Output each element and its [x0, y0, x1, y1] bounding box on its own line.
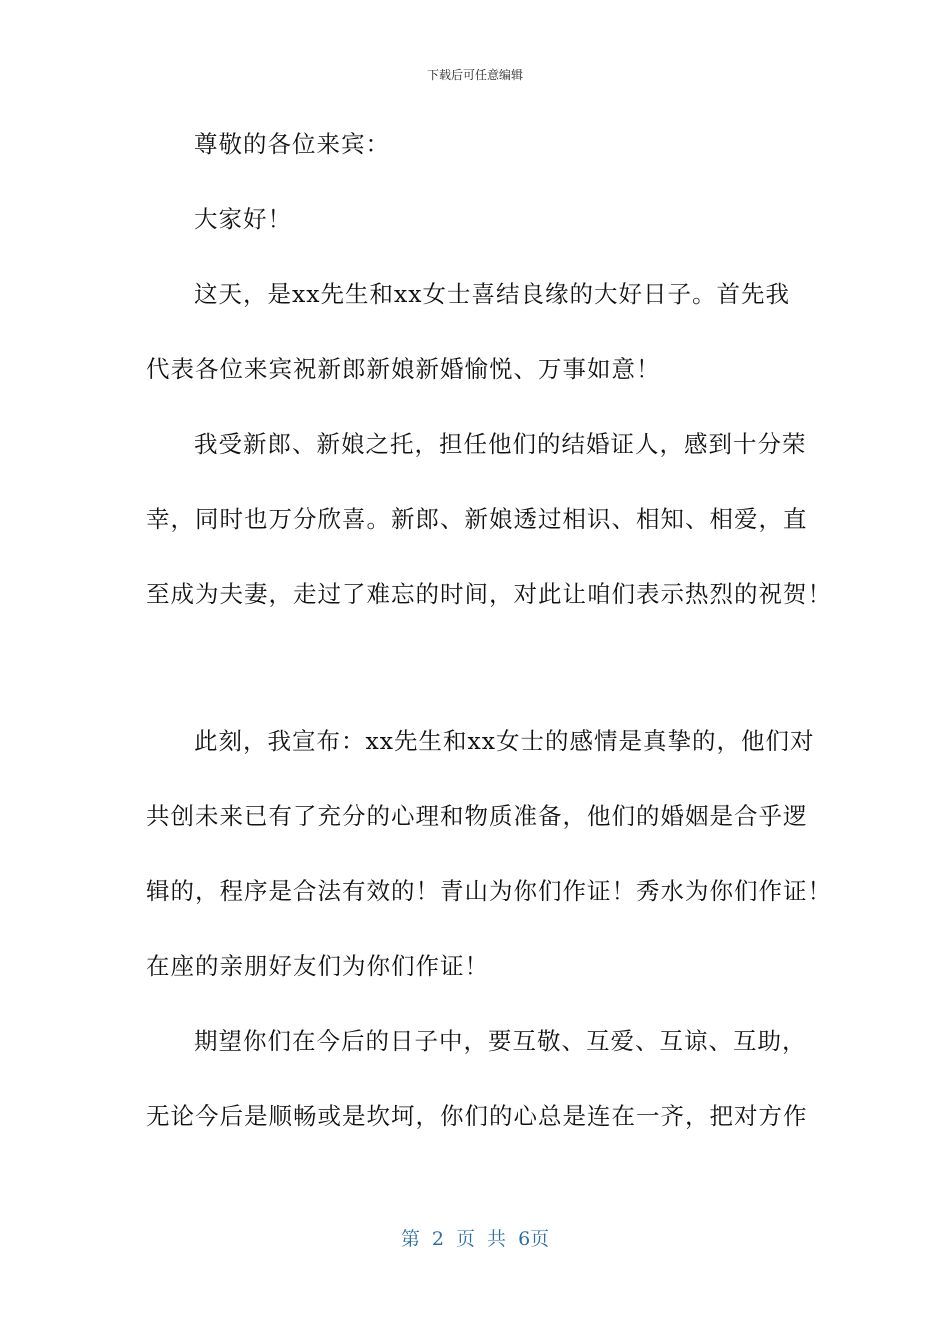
greeting-line: 大家好！ — [194, 205, 292, 233]
paragraph-line: 期望你们在今后的日子中，要互敬、互爱、互谅、互助， — [194, 1027, 807, 1055]
document-body — [146, 118, 832, 1165]
paragraph-line: 这天，是xx先生和xx女士喜结良缘的大好日子。首先我 — [194, 280, 791, 308]
paragraph-line: 我受新郎、新娘之托，担任他们的结婚证人，感到十分荣 — [194, 430, 807, 458]
page-number: 第 2 页 共 6页 — [400, 1228, 550, 1250]
paragraph-gap — [146, 643, 816, 715]
paragraph-line: 此刻，我宣布：xx先生和xx女士的感情是真挚的，他们对 — [194, 727, 815, 755]
paragraph-line: 代表各位来宾祝新郎新娘新婚愉悦、万事如意！ — [146, 355, 661, 383]
paragraph-line: 至成为夫妻，走过了难忘的时间，对此让咱们表示热烈的祝贺！ — [146, 580, 832, 608]
paragraph-line: 在座的亲朋好友们为你们作证！ — [146, 952, 489, 980]
paragraph-line: 辑的，程序是合法有效的！青山为你们作证！秀水为你们作证！ — [146, 877, 832, 905]
header-note: 下载后可任意编辑 — [426, 68, 523, 82]
paragraph-line: 幸，同时也万分欣喜。新郎、新娘透过相识、相知、相爱，直 — [146, 505, 808, 533]
salutation-line: 尊敬的各位来宾： — [194, 130, 390, 158]
paragraph-line: 共创未来已有了充分的心理和物质准备，他们的婚姻是合乎逻 — [146, 802, 808, 830]
paragraph-line: 无论今后是顺畅或是坎坷，你们的心总是连在一齐，把对方作 — [146, 1102, 808, 1130]
